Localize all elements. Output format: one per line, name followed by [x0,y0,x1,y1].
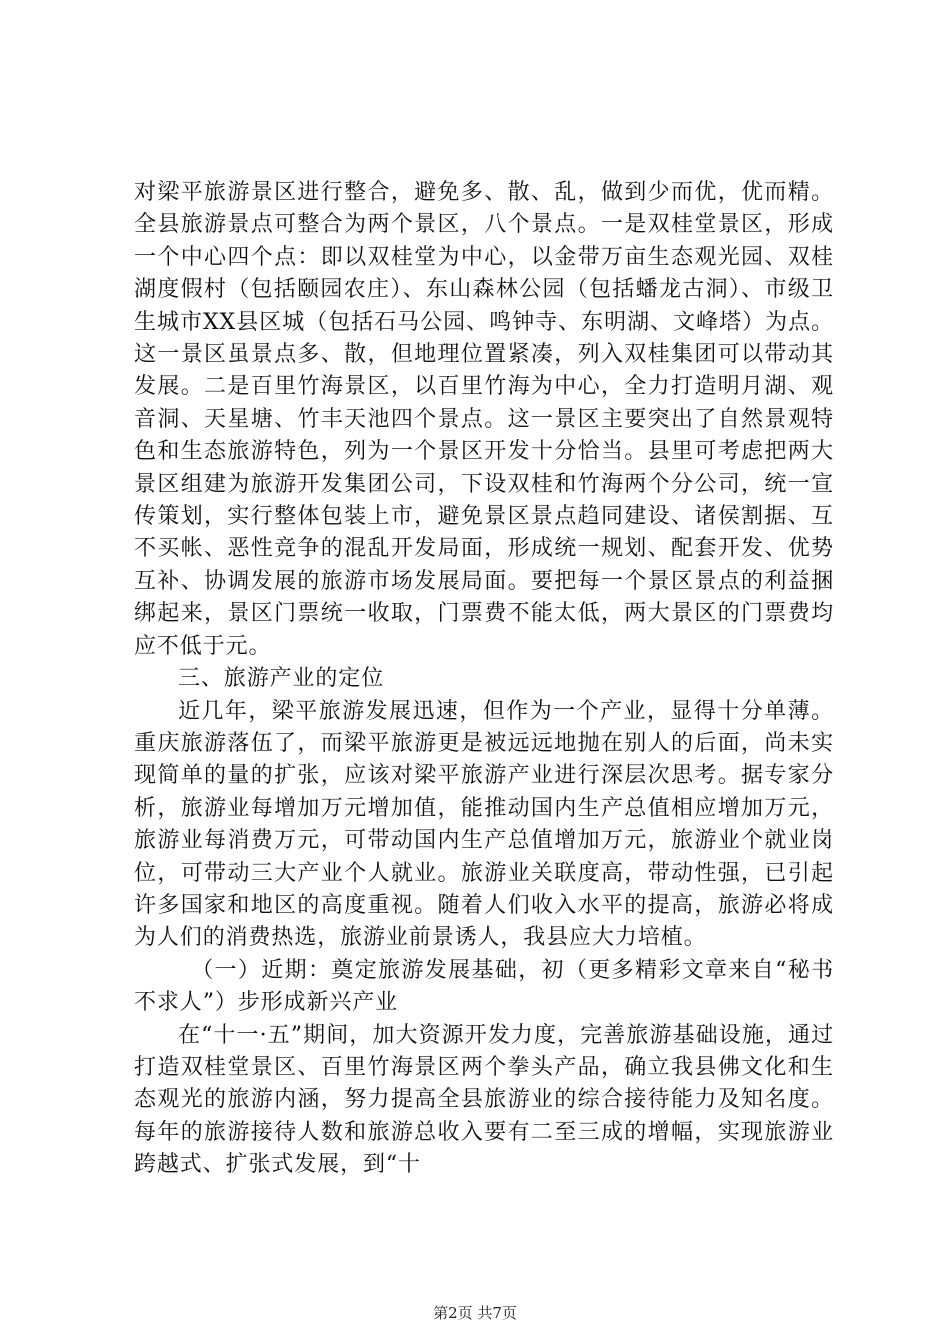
body-text [134,177,834,1182]
page-number-footer: 第2页 共7页 [433,1304,517,1322]
subsection-heading-near-term: （一）近期：奠定旅游发展基础，初（更多精彩文章来自“秘书不求人”）步形成新兴产业 [134,957,834,1016]
paragraph-scenic-integration: 对梁平旅游景区进行整合，避免多、散、乱，做到少而优，优而精。全县旅游景点可整合为两个景区，八个景点。一是双桂堂景区，形成一个中心四个点：即以双桂堂为中心，以金带万亩生态观光园、双桂湖度假村（包括颐园农庄）、东山森林公园（包括蟠龙古洞）、市级卫生城市XX县区城（包括石马公园、鸣钟寺、东明湖、文峰塔）为点。这一景区虽景点多、散，但地理位置紧凑，列入双桂集团可以带动其发展。二是百里竹海景区，以百里竹海为中心，全力打造明月湖、观音洞、天星塘、竹丰天池四个景点。这一景区主要突出了自然景观特色和生态旅游特色，列为一个景区开发十分恰当。县里可考虑把两大景区组建为旅游开发集团公司，下设双桂和竹海两个分公司，统一宣传策划，实行整体包装上市，避免景区景点趋同建设、诸侯割据、互不买帐、恶性竞争的混乱开发局面，形成统一规划、配套开发、优势互补、协调发展的旅游市场发展局面。要把每一个景区景点的利益捆绑起来，景区门票统一收取，门票费不能太低，两大景区的门票费均应不低于元。 [134,180,834,659]
section-heading-tourism-positioning: 三、旅游产业的定位 [178,666,385,692]
paragraph-tourism-development: 近几年，梁平旅游发展迅速，但作为一个产业，显得十分单薄。重庆旅游落伍了，而梁平旅游更是被远远地抛在别人的后面，尚未实现简单的量的扩张，应该对梁平旅游产业进行深层次思考。据专家分析，旅游业每增加万元增加值，能推动国内生产总值相应增加万元，旅游业每消费万元，可带动国内生产总值增加万元，旅游业个就业岗位，可带动三大产业个人就业。旅游业关联度高，带动性强，已引起许多国家和地区的高度重视。随着人们收入水平的提高，旅游必将成为人们的消费热选，旅游业前景诱人，我县应大力培植。 [134,698,834,951]
paragraph-eleventh-five-year: 在“十一·五”期间，加大资源开发力度，完善旅游基础设施，通过打造双桂堂景区、百里竹海景区两个拳头产品，确立我县佛文化和生态观光的旅游内涵，努力提高全县旅游业的综合接待能力及知名度。每年的旅游接待人数和旅游总收入要有二至三成的增幅，实现旅游业跨越式、扩张式发展，到“十 [134,1022,834,1178]
